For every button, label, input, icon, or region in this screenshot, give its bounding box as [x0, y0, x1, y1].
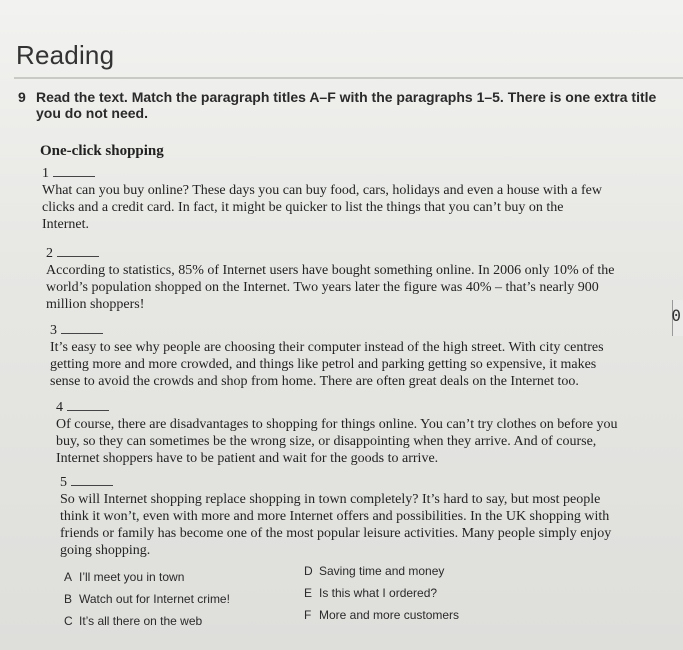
paragraph-line: buy, so they can sometimes be the wrong size, or disappointing when they arrive. And of course,: [56, 434, 597, 449]
paragraph-line: According to statistics, 85% of Internet users have bought something online. In 2006 only 10% of the: [46, 263, 615, 278]
title-options-left: [64, 566, 230, 632]
paragraph-line: friends or family has become one of the most popular leisure activities. Many people simply enjoy: [60, 526, 612, 541]
title-option-b: B Watch out for Internet crime!: [64, 592, 230, 606]
paragraph-line: sense to avoid the crowds and shop from home. There are often great deals on the Internet too.: [50, 374, 579, 389]
paragraph-line: getting more and more crowded, and things like petrol and parking getting so expensive, it makes: [50, 357, 597, 372]
task-line-2: you do not need.: [36, 105, 148, 121]
paragraph-number: 3: [50, 322, 670, 339]
title-options-right: [304, 560, 459, 626]
task-instruction: [18, 89, 668, 121]
title-option-f: F More and more customers: [304, 608, 460, 622]
paragraph-line: clicks and a credit card. In fact, it might be quicker to list the things that you can’t buy on the: [42, 200, 564, 215]
title-option-e: E Is this what I ordered?: [304, 586, 438, 600]
paragraph-line: million shoppers!: [46, 297, 145, 312]
paragraph-line: world’s population shopped on the Internet. Two years later the figure was 40% – that’s nearly 900: [46, 280, 599, 295]
paragraph-number: 2: [46, 245, 666, 262]
paragraph-number: 1: [42, 165, 662, 182]
task-number: 9: [18, 89, 26, 105]
answer-blank[interactable]: [53, 166, 95, 177]
paragraph-2: [46, 245, 666, 313]
task-line-1: Read the text. Match the paragraph titles A–F with the paragraphs 1–5. There is one extra title: [36, 89, 657, 105]
paragraph-number: 4: [56, 399, 676, 416]
section-title: Reading: [16, 40, 115, 70]
paragraph-line: Of course, there are disadvantages to shopping for things online. You can’t try clothes on before you: [56, 417, 618, 432]
title-option-d: D Saving time and money: [304, 564, 445, 578]
answer-blank[interactable]: [67, 400, 109, 411]
paragraph-3: [50, 322, 670, 390]
paragraph-number: 5: [60, 474, 660, 491]
title-option-a: A I’ll meet you in town: [64, 570, 185, 584]
header-divider: [14, 77, 683, 79]
paragraph-line: What can you buy online? These days you can buy food, cars, holidays and even a house with a few: [42, 183, 602, 198]
paragraph-line: Internet.: [42, 217, 90, 232]
article-title: One-click shopping: [40, 143, 164, 159]
title-option-c: C It’s all there on the web: [64, 614, 203, 628]
paragraph-line: going shopping.: [60, 543, 151, 558]
paragraph-1: [42, 165, 662, 233]
paragraph-line: It’s easy to see why people are choosing their computer instead of the high street. With city centres: [50, 340, 604, 355]
page-edge-glyph: 0: [671, 306, 681, 325]
paragraph-line: Internet shoppers have to be patient and wait for the goods to arrive.: [56, 451, 439, 466]
answer-blank[interactable]: [57, 246, 99, 257]
paragraph-line: think it won’t, even with more and more Internet offers and possibilities. In the UK shopping with: [60, 509, 610, 524]
paragraph-line: So will Internet shopping replace shopping in town completely? It’s hard to say, but most people: [60, 492, 601, 507]
answer-blank[interactable]: [71, 475, 113, 486]
paragraph-5: [60, 474, 660, 559]
paragraph-4: [56, 399, 676, 467]
answer-blank[interactable]: [61, 323, 103, 334]
